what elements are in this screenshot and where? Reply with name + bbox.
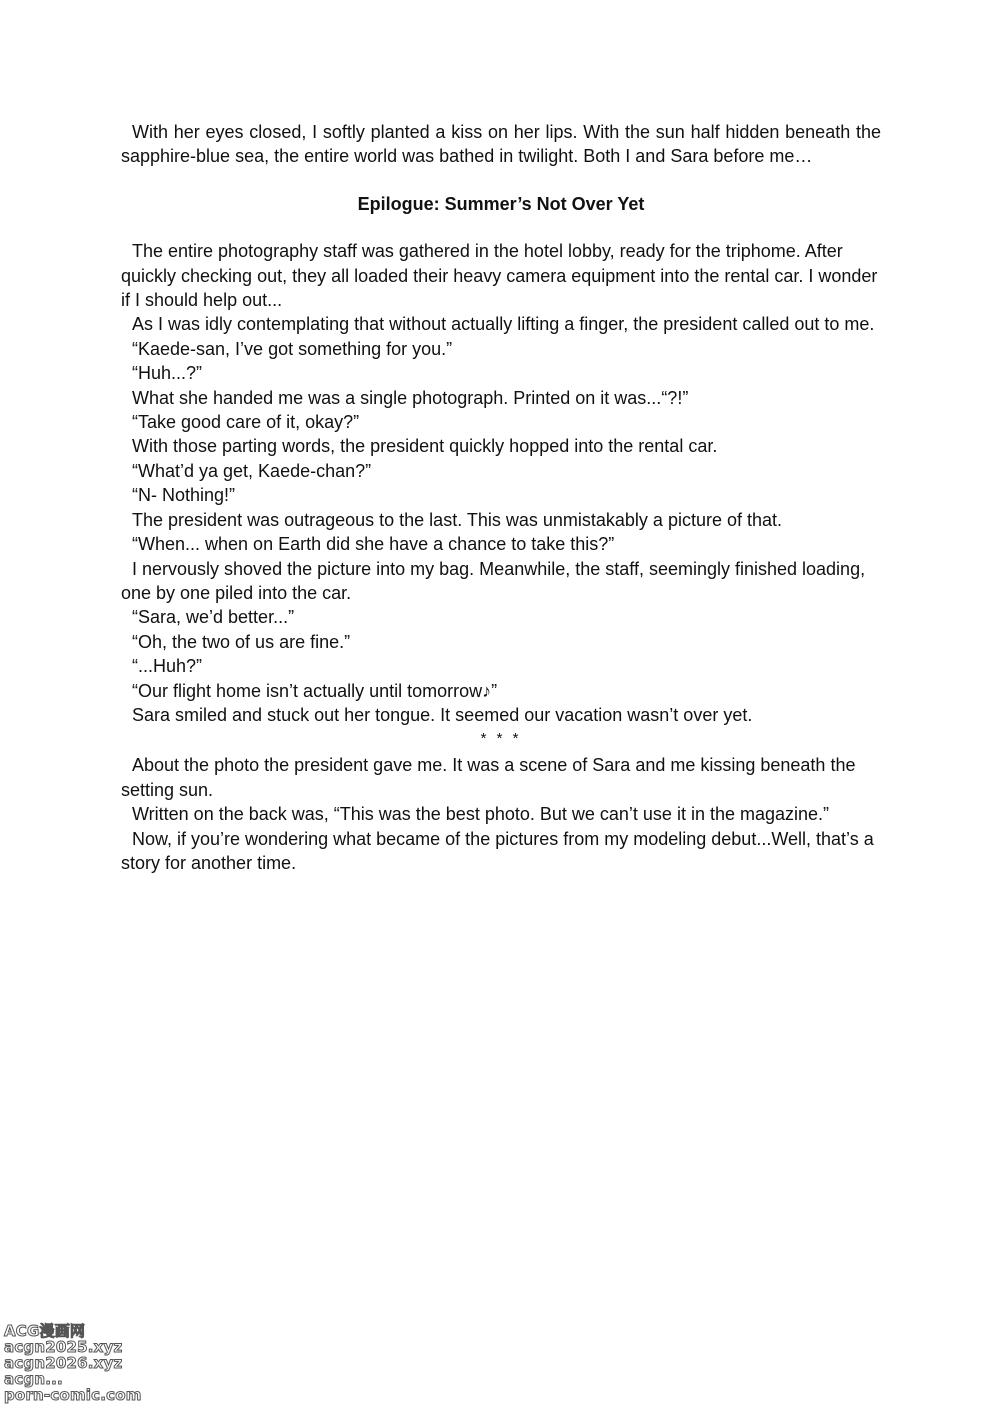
- paragraph: With those parting words, the president quickly hopped into the rental car.: [132, 436, 718, 457]
- watermark-line: acgn2025.xyz: [4, 1338, 123, 1356]
- scene-separator: * * *: [480, 730, 522, 748]
- site-watermark: [4, 1323, 142, 1403]
- paragraph: “What’d ya get, Kaede-chan?”: [132, 460, 372, 481]
- paragraph: “N- Nothing!”: [132, 485, 236, 506]
- watermark-line: ACG漫画网: [4, 1322, 86, 1340]
- paragraph: The president was outrageous to the last. This was unmistakably a picture of that.: [132, 509, 783, 530]
- paragraph: I nervously shoved the picture into my bag. Meanwhile, the staff, seemingly finished loading, one by one piled into the car.: [121, 558, 866, 603]
- closing-paragraph: Now, if you’re wondering what became of the pictures from my modeling debut...Well, that’s a story for another time.: [121, 828, 874, 873]
- watermark-line: acgn...: [4, 1370, 63, 1388]
- closing-paragraph: Written on the back was, “This was the best photo. But we can’t use it in the magazine.”: [132, 804, 830, 825]
- paragraph: Sara smiled and stuck out her tongue. It seemed our vacation wasn’t over yet.: [132, 704, 753, 725]
- paragraph: “Huh...?”: [132, 363, 203, 384]
- paragraph: “When... when on Earth did she have a chance to take this?”: [132, 534, 615, 555]
- paragraph: What she handed me was a single photograph. Printed on it was...“?!”: [132, 387, 689, 408]
- paragraph: The entire photography staff was gathered in the hotel lobby, ready for the triphome. After quickly checking out, they all loaded their heavy camera equipment into the rental car. I wonder if I should help out...: [121, 241, 878, 311]
- closing-paragraph: About the photo the president gave me. It was a scene of Sara and me kissing beneath the setting sun.: [121, 755, 856, 800]
- paragraph: “Take good care of it, okay?”: [132, 412, 360, 433]
- chapter-heading: Epilogue: Summer’s Not Over Yet: [357, 193, 645, 214]
- watermark-line: acgn2026.xyz: [4, 1354, 123, 1372]
- opening-paragraph: With her eyes closed, I softly planted a kiss on her lips. With the sun half hidden beneath the sapphire-blue sea, the entire world was bathed in twilight. Both I and Sara before me…: [121, 122, 881, 167]
- paragraph: “Oh, the two of us are fine.”: [132, 631, 351, 652]
- paragraph: “Kaede-san, I’ve got something for you.”: [132, 338, 453, 359]
- paragraph: “Sara, we’d better...”: [132, 607, 295, 628]
- paragraph: “...Huh?”: [132, 656, 203, 677]
- paragraph: “Our flight home isn’t actually until tomorrow♪”: [132, 680, 498, 701]
- watermark-line: porn-comic.com: [4, 1386, 142, 1404]
- paragraph: As I was idly contemplating that without actually lifting a finger, the president called out to me.: [132, 314, 875, 335]
- document-page: [121, 120, 881, 875]
